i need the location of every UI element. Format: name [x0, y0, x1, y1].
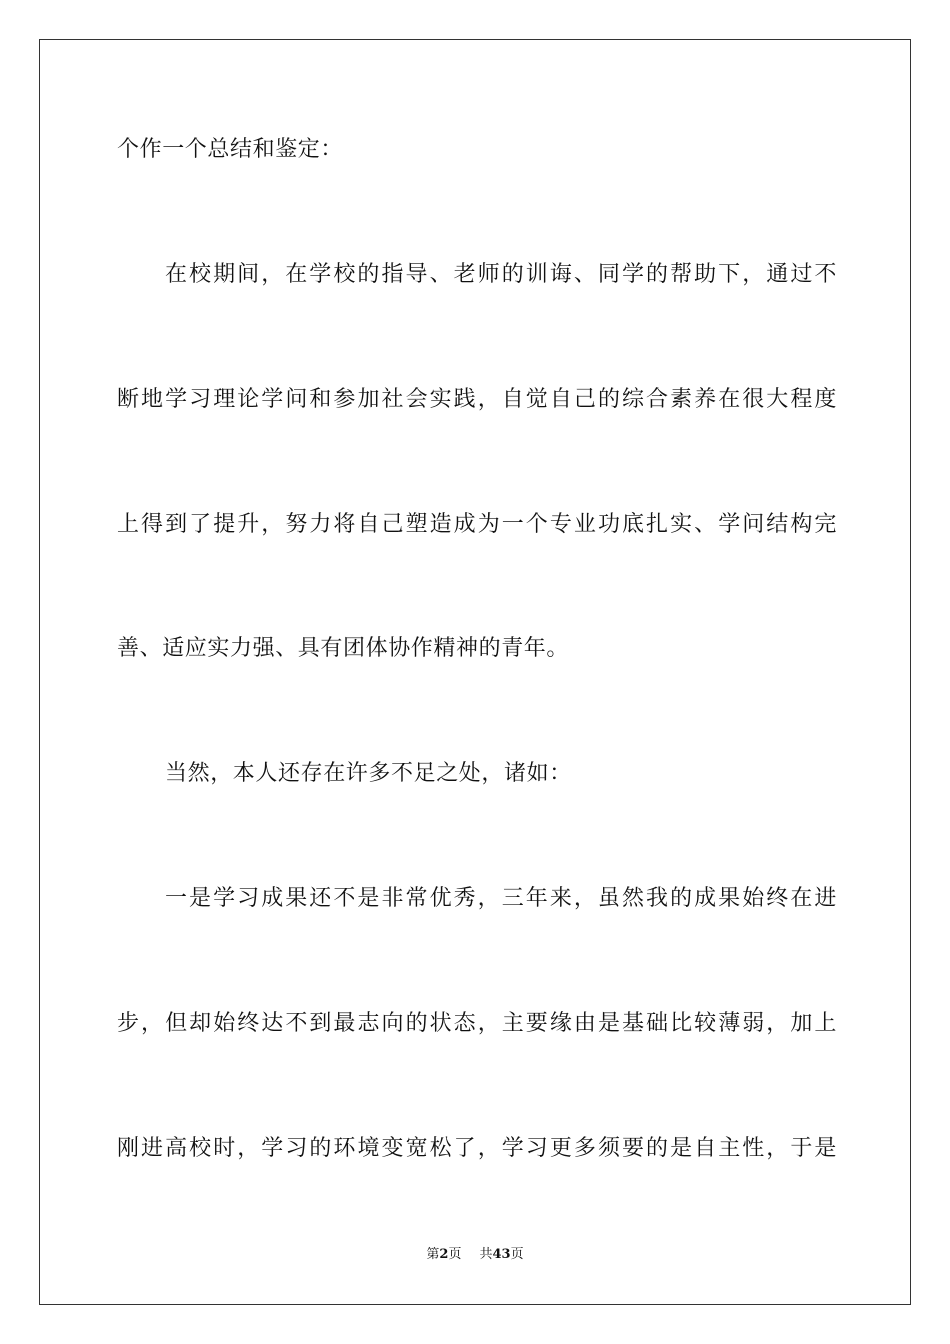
total-pages: 43	[492, 1247, 511, 1262]
text-line-7: 一是学习成果还不是非常优秀，三年来，虽然我的成果始终在进	[165, 886, 837, 911]
text-line-5: 善、适应实力强、具有团体协作精神的青年。	[117, 636, 570, 661]
page-number: 2	[439, 1247, 449, 1262]
total-prefix: 共	[479, 1247, 493, 1262]
text-line-9: 刚进高校时，学习的环境变宽松了，学习更多须要的是自主性，于是	[117, 1136, 837, 1161]
text-line-1: 个作一个总结和鉴定：	[117, 137, 344, 162]
total-suffix: 页	[510, 1247, 524, 1262]
text-line-6: 当然，本人还存在许多不足之处，诸如：	[165, 761, 572, 786]
text-line-3: 断地学习理论学问和参加社会实践，自觉自己的综合素养在很大程度	[117, 387, 837, 412]
text-line-4: 上得到了提升，努力将自己塑造成为一个专业功底扎实、学问结构完	[117, 512, 837, 537]
page-footer	[0, 1246, 950, 1264]
page-border	[39, 39, 911, 1305]
page-suffix: 页	[448, 1247, 462, 1262]
page-prefix: 第	[426, 1247, 440, 1262]
text-line-8: 步，但却始终达不到最志向的状态，主要缘由是基础比较薄弱，加上	[117, 1011, 837, 1036]
text-line-2: 在校期间，在学校的指导、老师的训诲、同学的帮助下，通过不	[165, 262, 837, 287]
